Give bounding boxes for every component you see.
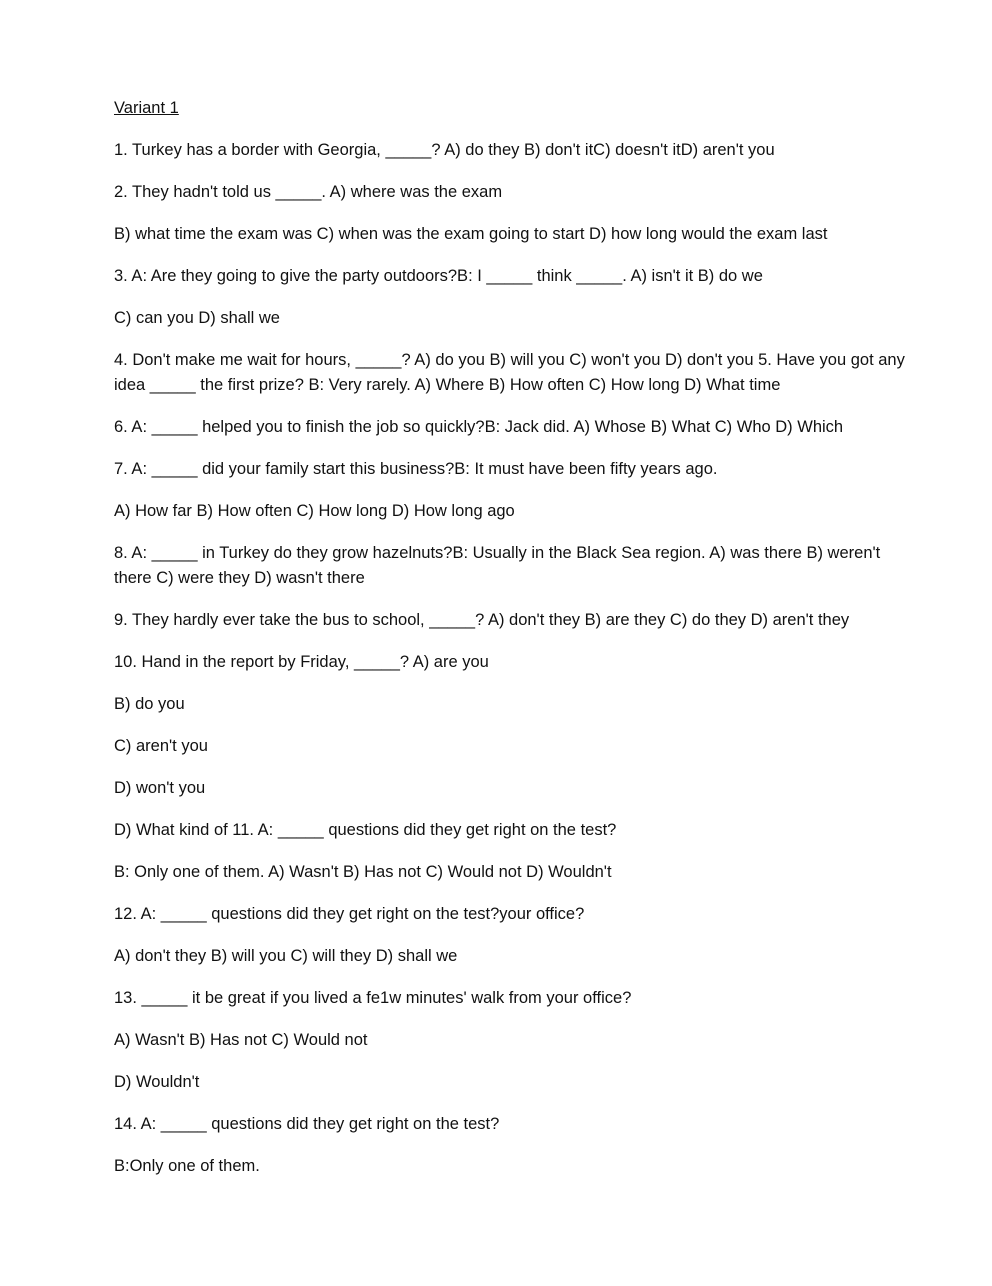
question-6: 6. A: _____ helped you to finish the job so quickly?B: Jack did. A) Whose B) What C) Who D) Which bbox=[114, 418, 844, 436]
question-9: 9. They hardly ever take the bus to school, _____? A) don't they B) are they C) do they D) aren't they bbox=[114, 611, 850, 629]
question-11: D) What kind of 11. A: _____ questions did they get right on the test? bbox=[114, 821, 617, 839]
question-13-option-d: D) Wouldn't bbox=[114, 1073, 200, 1091]
question-10-option-b: B) do you bbox=[114, 695, 185, 713]
question-12-options: A) don't they B) will you C) will they D) shall we bbox=[114, 947, 458, 965]
question-1: 1. Turkey has a border with Georgia, _____? A) do they B) don't itC) doesn't itD) aren't you bbox=[114, 141, 775, 159]
question-14-answer: B:Only one of them. bbox=[114, 1157, 260, 1175]
question-7-options: A) How far B) How often C) How long D) How long ago bbox=[114, 502, 515, 520]
question-11-options: B: Only one of them. A) Wasn't B) Has not C) Would not D) Wouldn't bbox=[114, 863, 612, 881]
question-2: 2. They hadn't told us _____. A) where was the exam bbox=[114, 183, 503, 201]
question-10-option-d: D) won't you bbox=[114, 779, 206, 797]
question-3-options: C) can you D) shall we bbox=[114, 309, 280, 327]
question-3: 3. A: Are they going to give the party outdoors?B: I _____ think _____. A) isn't it B) do we bbox=[114, 267, 763, 285]
question-8: 8. A: _____ in Turkey do they grow hazelnuts?B: Usually in the Black Sea region. A) was there B) weren't there C) were they D) wasn't there bbox=[114, 544, 881, 587]
document-body bbox=[114, 96, 914, 1196]
question-2-options: B) what time the exam was C) when was the exam going to start D) how long would the exam last bbox=[114, 225, 828, 243]
question-13-options: A) Wasn't B) Has not C) Would not bbox=[114, 1031, 368, 1049]
question-13: 13. _____ it be great if you lived a fe1w minutes' walk from your office? bbox=[114, 989, 632, 1007]
document-title: Variant 1 bbox=[114, 99, 179, 117]
question-10-option-c: C) aren't you bbox=[114, 737, 208, 755]
question-14: 14. A: _____ questions did they get right on the test? bbox=[114, 1115, 500, 1133]
question-10: 10. Hand in the report by Friday, _____? A) are you bbox=[114, 653, 489, 671]
question-7: 7. A: _____ did your family start this business?B: It must have been fifty years ago. bbox=[114, 460, 718, 478]
question-12: 12. A: _____ questions did they get right on the test?your office? bbox=[114, 905, 585, 923]
question-4-5: 4. Don't make me wait for hours, _____? A) do you B) will you C) won't you D) don't you 5. Have you got any idea _____ the first prize? B: Very rarely. A) Where B) How often C) How long D) What time bbox=[114, 351, 905, 394]
